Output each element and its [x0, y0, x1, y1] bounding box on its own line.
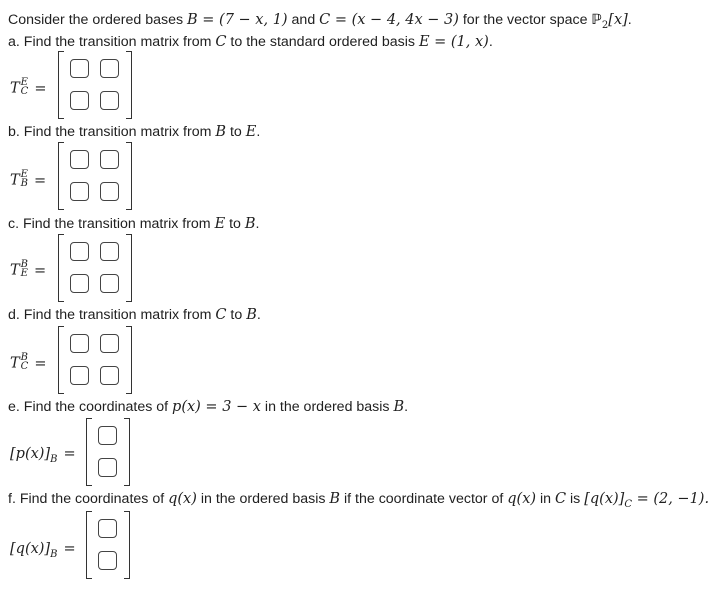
math-symbol: B	[215, 124, 227, 140]
left-bracket	[58, 51, 64, 119]
vector-space-argument: [x]	[608, 12, 628, 28]
vector-input-r2[interactable]	[98, 551, 117, 570]
part-f-question	[8, 491, 709, 510]
part-a-label	[10, 77, 47, 97]
intro-text-part: and	[287, 12, 320, 28]
label-subscript: B	[20, 177, 29, 189]
math-symbol: [q(x)]	[584, 491, 625, 507]
part-d-question	[8, 307, 261, 323]
part-b-question	[8, 124, 260, 140]
label-superscript: B	[20, 352, 29, 363]
basis-b-definition: B = (7 − x, 1)	[187, 12, 288, 28]
equals-sign: =	[63, 446, 76, 462]
math-symbol: B	[329, 491, 341, 507]
question-text: .	[256, 124, 261, 140]
math-symbol: C	[215, 34, 227, 50]
question-text: .	[255, 216, 260, 232]
part-f-label	[10, 541, 76, 560]
part-b-matrix	[58, 142, 132, 210]
math-symbol: q(x)	[507, 491, 537, 507]
question-text: in the ordered basis	[196, 491, 330, 507]
matrix-input-r1c2[interactable]	[100, 150, 119, 169]
equals-sign: =	[34, 172, 47, 189]
math-symbol: q(x)	[168, 491, 197, 507]
right-bracket	[124, 418, 130, 486]
part-c-label	[10, 259, 47, 279]
question-text: is	[566, 491, 585, 507]
part-a-question	[8, 34, 493, 50]
matrix-input-r1c2[interactable]	[100, 334, 119, 353]
math-symbol: p(x) = 3 − x	[172, 399, 261, 415]
matrix-input-r1c1[interactable]	[70, 150, 89, 169]
label-symbol: T	[10, 80, 20, 97]
right-bracket	[124, 511, 130, 579]
question-text: d. Find the transition matrix from	[8, 307, 216, 323]
matrix-input-r2c1[interactable]	[70, 366, 89, 385]
question-text: in	[536, 491, 555, 507]
vector-space-subscript: 2	[601, 19, 609, 31]
label-symbol: T	[10, 262, 20, 279]
part-f-vector	[86, 511, 130, 579]
left-bracket	[86, 418, 92, 486]
matrix-input-r1c1[interactable]	[70, 242, 89, 261]
question-text: in the ordered basis	[260, 399, 394, 415]
matrix-input-r2c2[interactable]	[100, 182, 119, 201]
vector-input-r2[interactable]	[98, 458, 117, 477]
vector-input-r1[interactable]	[98, 426, 117, 445]
math-symbol: C	[554, 491, 567, 507]
label-symbol: [p(x)]	[10, 446, 51, 462]
math-symbol: C	[215, 307, 227, 323]
label-superscript: E	[20, 77, 28, 88]
math-symbol: B	[244, 216, 256, 232]
question-text: f. Find the coordinates of	[8, 491, 169, 507]
label-superscript: E	[20, 169, 28, 180]
right-bracket	[126, 234, 132, 302]
vector-input-r1[interactable]	[98, 519, 117, 538]
question-text: a. Find the transition matrix from	[8, 34, 216, 50]
equals-sign: =	[34, 262, 47, 279]
left-bracket	[58, 234, 64, 302]
label-symbol: T	[10, 355, 20, 372]
question-text: .	[256, 307, 261, 323]
part-d-matrix	[58, 326, 132, 394]
part-e-label	[10, 446, 76, 465]
matrix-input-r1c1[interactable]	[70, 334, 89, 353]
question-text: to	[226, 124, 246, 140]
math-symbol: B	[393, 399, 405, 415]
matrix-input-r2c2[interactable]	[100, 274, 119, 293]
label-symbol: [q(x)]	[10, 541, 51, 557]
label-subscript: B	[50, 548, 58, 560]
intro-text-part: .	[627, 12, 632, 28]
question-text: e. Find the coordinates of	[8, 399, 173, 415]
math-subscript: C	[624, 498, 632, 510]
matrix-input-r1c2[interactable]	[100, 59, 119, 78]
math-symbol: E = (1, x)	[418, 34, 489, 50]
math-symbol: = (2, −1).	[631, 491, 710, 507]
label-superscript: B	[20, 259, 29, 270]
question-text: to	[226, 307, 247, 323]
math-symbol: E	[214, 216, 226, 232]
matrix-input-r2c2[interactable]	[100, 366, 119, 385]
part-c-question	[8, 216, 260, 232]
math-symbol: B	[246, 307, 257, 323]
left-bracket	[86, 511, 92, 579]
question-text: to the standard ordered basis	[226, 34, 419, 50]
part-c-matrix	[58, 234, 132, 302]
question-text: to	[225, 216, 245, 232]
label-subscript: E	[20, 267, 28, 279]
matrix-input-r2c1[interactable]	[70, 182, 89, 201]
vector-space-symbol: ℙ	[591, 12, 602, 28]
math-symbol: E	[245, 124, 257, 140]
intro-text-part: for the vector space	[458, 12, 592, 28]
intro-text-part: Consider the ordered bases	[8, 12, 188, 28]
matrix-input-r1c2[interactable]	[100, 242, 119, 261]
part-d-label	[10, 352, 47, 372]
right-bracket	[126, 142, 132, 210]
question-text: c. Find the transition matrix from	[8, 216, 215, 232]
label-subscript: C	[20, 85, 29, 97]
left-bracket	[58, 326, 64, 394]
part-a-matrix	[58, 51, 132, 119]
question-text: if the coordinate vector of	[340, 491, 508, 507]
question-text: .	[488, 34, 493, 50]
part-e-vector	[86, 418, 130, 486]
question-text: b. Find the transition matrix from	[8, 124, 216, 140]
label-subscript: C	[20, 360, 29, 372]
label-subscript: B	[50, 453, 58, 465]
intro-text	[8, 12, 632, 31]
label-symbol: T	[10, 172, 20, 189]
left-bracket	[58, 142, 64, 210]
matrix-input-r2c1[interactable]	[70, 274, 89, 293]
question-text: .	[404, 399, 409, 415]
matrix-input-r1c1[interactable]	[70, 59, 89, 78]
part-b-label	[10, 169, 47, 189]
right-bracket	[126, 326, 132, 394]
right-bracket	[126, 51, 132, 119]
matrix-input-r2c2[interactable]	[100, 91, 119, 110]
matrix-input-r2c1[interactable]	[70, 91, 89, 110]
basis-c-definition: C = (x − 4, 4x − 3)	[319, 12, 459, 28]
equals-sign: =	[34, 355, 47, 372]
equals-sign: =	[63, 541, 76, 557]
part-e-question	[8, 399, 408, 415]
equals-sign: =	[34, 80, 47, 97]
